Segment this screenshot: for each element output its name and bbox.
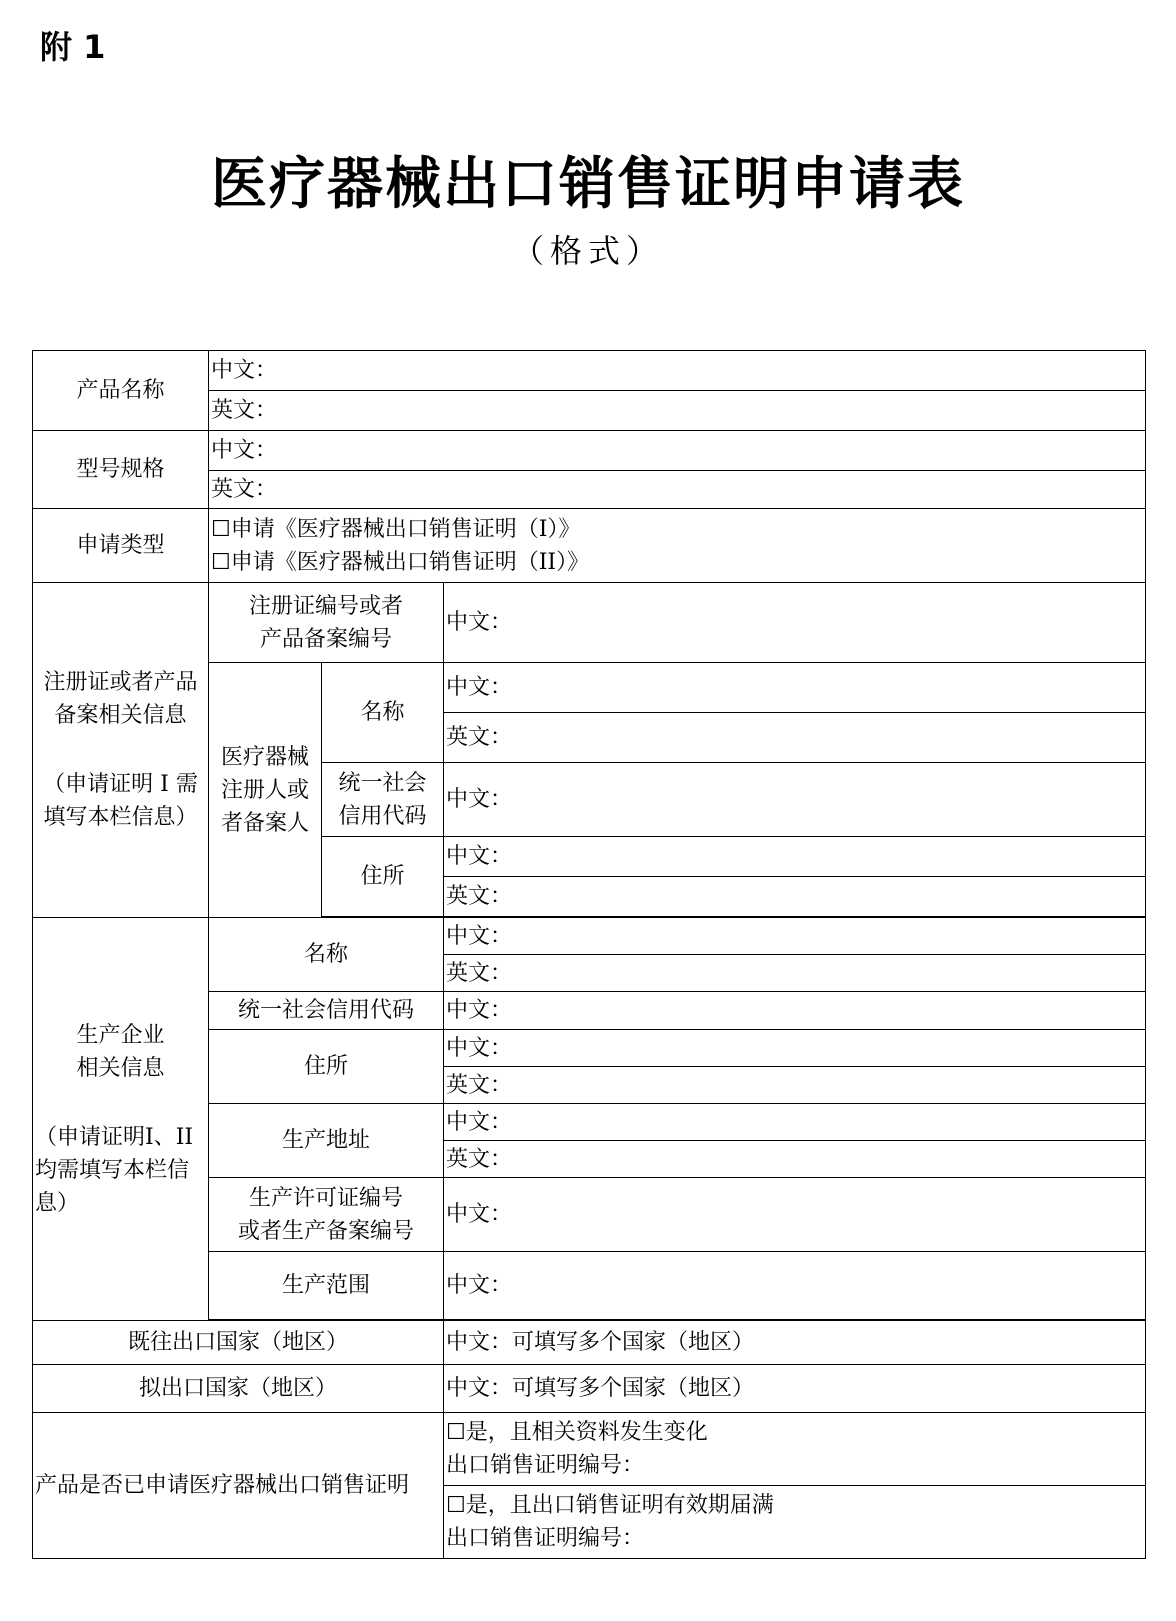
production-address-label: 生产地址	[209, 1104, 444, 1178]
past-export-countries-field[interactable]: 中文：可填写多个国家（地区）	[444, 1321, 1146, 1365]
production-scope-cn-field[interactable]: 中文：	[444, 1252, 1146, 1320]
registrant-credit-code-label	[322, 763, 444, 837]
manufacturer-section-label	[33, 918, 209, 1321]
registrant-label	[209, 663, 322, 918]
registration-label-line: 备案相关信息	[54, 703, 187, 728]
prior-application-option-2	[444, 1486, 1146, 1559]
past-export-countries-label: 既往出口国家（地区）	[33, 1321, 444, 1365]
license-label-line: 生产许可证编号	[248, 1185, 403, 1211]
registrant-name-en-field[interactable]: 英文：	[444, 713, 1146, 763]
document-title: 医疗器械出口销售证明申请表	[211, 151, 965, 217]
manufacturer-name-cn-field[interactable]: 中文：	[444, 918, 1146, 955]
registration-note-line: （申请证明 I 需	[43, 772, 198, 797]
registration-note-line: 填写本栏信息）	[43, 805, 198, 830]
production-license-label	[209, 1178, 444, 1252]
credit-code-label-line: 统一社会	[338, 770, 427, 796]
manufacturer-credit-code-cn-field[interactable]: 中文：	[444, 992, 1146, 1030]
product-name-label: 产品名称	[33, 351, 209, 431]
attachment-label: 附 1	[40, 28, 106, 66]
prior-application-changed-checkbox[interactable]: ☐是，且相关资料发生变化	[446, 1420, 708, 1445]
document-subtitle: （格式）	[511, 232, 664, 270]
production-address-cn-field[interactable]: 中文：	[444, 1104, 1146, 1141]
model-spec-label: 型号规格	[33, 431, 209, 509]
registrant-name-label: 名称	[322, 663, 444, 763]
spacer	[35, 732, 206, 768]
prior-application-label: 产品是否已申请医疗器械出口销售证明	[33, 1413, 444, 1559]
registration-section-label	[33, 583, 209, 918]
product-name-en-field[interactable]: 英文：	[209, 391, 1146, 431]
manufacturer-note-line: 息）	[35, 1190, 80, 1216]
registrant-label-line: 注册人或	[220, 777, 309, 803]
registrant-address-label: 住所	[322, 837, 444, 917]
planned-export-countries-field[interactable]: 中文：可填写多个国家（地区）	[444, 1365, 1146, 1413]
registrant-name-cn-field[interactable]: 中文：	[444, 663, 1146, 713]
prior-application-cert-no-field[interactable]: 出口销售证明编号：	[446, 1526, 645, 1551]
registrant-credit-code-cn-field[interactable]: 中文：	[444, 763, 1146, 837]
product-name-cn-field[interactable]: 中文：	[209, 351, 1146, 391]
model-spec-en-field[interactable]: 英文：	[209, 471, 1146, 509]
application-type-label: 申请类型	[33, 509, 209, 583]
registration-cert-no-label	[209, 583, 444, 663]
manufacturer-label-line: 相关信息	[76, 1055, 165, 1081]
registrant-label-line: 者备案人	[220, 810, 309, 836]
manufacturer-address-cn-field[interactable]: 中文：	[444, 1030, 1146, 1067]
registrant-address-en-field[interactable]: 英文：	[444, 877, 1146, 917]
credit-code-label-line: 信用代码	[338, 803, 427, 829]
production-address-en-field[interactable]: 英文：	[444, 1141, 1146, 1178]
registrant-label-line: 医疗器械	[220, 744, 309, 770]
spacer	[35, 1085, 206, 1121]
application-type-option-1[interactable]: ☐申请《医疗器械出口销售证明（I）》	[211, 516, 581, 542]
manufacturer-note-line: 均需填写本栏信	[35, 1157, 190, 1183]
model-spec-cn-field[interactable]: 中文：	[209, 431, 1146, 471]
license-label-line: 或者生产备案编号	[237, 1218, 414, 1244]
manufacturer-name-label: 名称	[209, 918, 444, 992]
registration-label-line: 注册证或者产品	[43, 670, 198, 695]
registration-cert-no-cn-field[interactable]: 中文：	[444, 583, 1146, 663]
cert-no-label-line: 产品备案编号	[259, 626, 392, 652]
application-type-option-2[interactable]: ☐申请《医疗器械出口销售证明（II）》	[211, 549, 590, 575]
manufacturer-label-line: 生产企业	[76, 1022, 165, 1048]
manufacturer-name-en-field[interactable]: 英文：	[444, 955, 1146, 992]
manufacturer-address-en-field[interactable]: 英文：	[444, 1067, 1146, 1104]
planned-export-countries-label: 拟出口国家（地区）	[33, 1365, 444, 1413]
prior-application-option-1	[444, 1413, 1146, 1486]
prior-application-expired-checkbox[interactable]: ☐是，且出口销售证明有效期届满	[446, 1493, 774, 1518]
manufacturer-address-label: 住所	[209, 1030, 444, 1104]
production-license-cn-field[interactable]: 中文：	[444, 1178, 1146, 1252]
registrant-address-cn-field[interactable]: 中文：	[444, 837, 1146, 877]
production-scope-label: 生产范围	[209, 1252, 444, 1320]
manufacturer-note-line: （申请证明I、II	[35, 1124, 194, 1150]
application-form-table	[32, 350, 1146, 1559]
cert-no-label-line: 注册证编号或者	[248, 593, 403, 619]
prior-application-cert-no-field[interactable]: 出口销售证明编号：	[446, 1453, 645, 1478]
application-type-options	[209, 509, 1146, 583]
manufacturer-credit-code-label: 统一社会信用代码	[209, 992, 444, 1030]
